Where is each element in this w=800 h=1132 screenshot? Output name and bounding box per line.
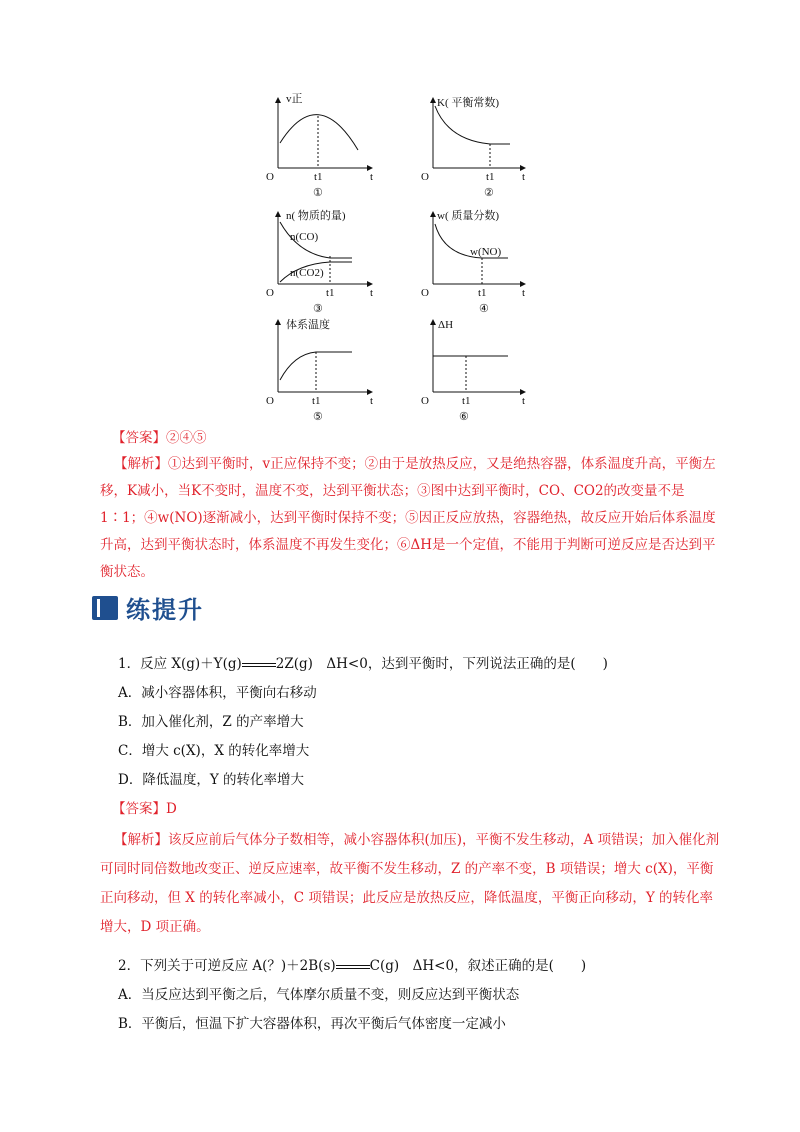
svg-text:t: t <box>522 287 526 299</box>
graph-6 <box>421 319 525 423</box>
svg-text:t1: t1 <box>478 287 487 299</box>
svg-text:n(CO): n(CO) <box>290 231 319 243</box>
svg-text:t1: t1 <box>326 287 335 299</box>
svg-text:t: t <box>370 171 374 183</box>
svg-text:O: O <box>266 395 274 407</box>
svg-text:⑤: ⑤ <box>313 411 323 423</box>
question-1-option-d: D．降低温度，Y 的转化率增大 <box>118 772 305 788</box>
svg-text:O: O <box>421 395 429 407</box>
svg-text:w(NO): w(NO) <box>470 246 502 258</box>
question-2-stem: 2．下列关于可逆反应 A(？)＋2B(s) C(g) ΔH<0，叙述正确的是( ) <box>118 958 587 974</box>
answer-label: 【答案】 <box>112 430 166 446</box>
graph-1 <box>266 92 373 199</box>
analysis-block <box>100 451 720 586</box>
section-title: 练提升 <box>126 596 204 624</box>
svg-text:ΔH: ΔH <box>438 319 454 331</box>
svg-text:O: O <box>421 287 429 299</box>
svg-text:t: t <box>370 395 374 407</box>
svg-text:O: O <box>421 171 429 183</box>
svg-text:n( 物质的量): n( 物质的量) <box>286 210 346 222</box>
svg-text:n(CO2): n(CO2) <box>290 267 324 279</box>
svg-text:体系温度: 体系温度 <box>286 319 330 331</box>
svg-text:④: ④ <box>479 303 489 315</box>
book-icon <box>92 596 118 620</box>
graph-5 <box>266 317 373 423</box>
svg-text:t1: t1 <box>462 395 471 407</box>
section-header <box>92 590 204 625</box>
question-2-option-b: B．平衡后，恒温下扩大容器体积，再次平衡后气体密度一定减小 <box>118 1016 506 1032</box>
svg-text:K( 平衡常数): K( 平衡常数) <box>437 97 500 109</box>
svg-text:w( 质量分数): w( 质量分数) <box>437 210 500 222</box>
question-1-answer: 【答案】D <box>112 801 177 817</box>
equilibrium-graphs <box>260 88 550 428</box>
svg-text:v正: v正 <box>286 93 303 105</box>
question-1-analysis: 【解析】该反应前后气体分子数相等，减小容器体积(加压)，平衡不发生移动，A 项错误；加入催化剂可同时同倍数地改变正、逆反应速率，故平衡不发生移动，Z 的产率不变，B 项错误；增大 c(X)，平衡正向移动，但 X 的转化率减小，C 项错误；此反应是放热反应，降低温度，平衡正向移动，Y 的转化率增大，D 项正确。 <box>100 832 720 935</box>
svg-text:t1: t1 <box>312 395 321 407</box>
graph-2 <box>421 95 525 199</box>
svg-text:②: ② <box>484 187 494 199</box>
graph-3 <box>266 208 373 315</box>
svg-text:t: t <box>522 395 526 407</box>
analysis-label: 【解析】 <box>114 456 168 472</box>
equilibrium-arrow-icon <box>242 660 276 670</box>
analysis-text: ①达到平衡时，v正应保持不变；②由于是放热反应，又是绝热容器，体系温度升高，平衡左移，K减小，当K不变时，温度不变，达到平衡状态；③图中达到平衡时，CO、CO2的改变量不是1∶1；④w(NO)逐渐减小，达到平衡时保持不变；⑤因正反应放热，容器绝热，故反应开始后体系温度升高，达到平衡状态时，体系温度不再发生变化；⑥ΔH是一个定值，不能用于判断可逆反应是否达到平衡状态。 <box>100 456 716 580</box>
question-1-option-c: C．增大 c(X)，X 的转化率增大 <box>118 743 310 759</box>
svg-text:①: ① <box>313 187 323 199</box>
svg-text:O: O <box>266 171 274 183</box>
svg-text:t1: t1 <box>314 171 323 183</box>
question-1-option-b: B．加入催化剂，Z 的产率增大 <box>118 714 304 730</box>
graph-4 <box>421 208 525 315</box>
question-1-stem: 1．反应 X(g)＋Y(g) 2Z(g) ΔH<0，达到平衡时，下列说法正确的是( ) <box>118 656 608 672</box>
question-1-option-a: A．减小容器体积，平衡向右移动 <box>118 685 317 701</box>
svg-text:t: t <box>522 171 526 183</box>
equilibrium-arrow-icon <box>336 962 370 972</box>
svg-text:O: O <box>266 287 274 299</box>
answer-block <box>112 426 207 446</box>
svg-text:③: ③ <box>313 303 323 315</box>
question-2-option-a: A．当反应达到平衡之后，气体摩尔质量不变，则反应达到平衡状态 <box>118 987 520 1003</box>
answer-value: ②④⑤ <box>166 430 207 446</box>
svg-text:t: t <box>370 287 374 299</box>
svg-text:⑥: ⑥ <box>459 411 469 423</box>
svg-text:t1: t1 <box>486 171 495 183</box>
